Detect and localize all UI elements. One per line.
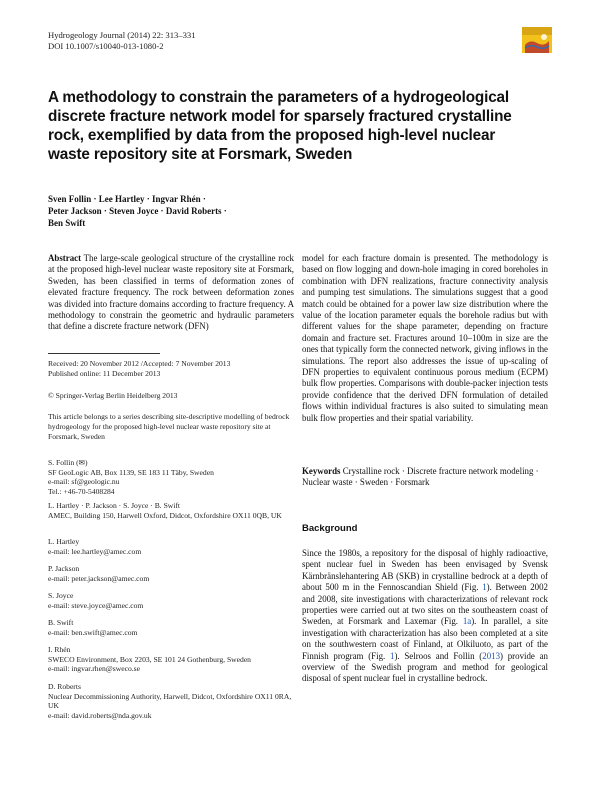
- author-line: Ben Swift: [48, 218, 86, 228]
- affiliation-line: e-mail: lee.hartley@amec.com: [48, 546, 142, 556]
- abstract-left: [48, 253, 294, 333]
- received-date: Received: 20 November 2012 /Accepted: 7 November 2013: [48, 359, 231, 368]
- divider: [48, 353, 160, 354]
- author-line: Sven Follin · Lee Hartley · Ingvar Rhén ·: [48, 194, 206, 204]
- affiliation-name: P. Jackson: [48, 564, 80, 573]
- abstract-right: model for each fracture domain is presented. The methodology is based on flow logging and down-hole imaging in cored boreholes in combination with DFN realizations, fracture connectivity analysis and pumping test simulations. The simulations suggest that a good match could be obtained for a power law size distribution where the value of the location parameter equals the borehole radius but with different values for the shape parameter, depending on fracture domain and fracture set. Fractures around 10–100m in size are the ones that typically form the connected network, giving inflows in the simulations. The report also addresses the issue of up-scaling of DFN properties to equivalent continuous porous medium (ECPM) bulk flow properties. Comparisons with double-packer injection tests provide confidence that the derived DFN formulation of detailed flows within individual fractures is also suited to simulating mean bulk flow properties and their spatial variability.: [302, 253, 548, 423]
- affiliation-follin: [48, 458, 296, 496]
- affiliation-line: SWECO Environment, Box 2203, SE 101 24 Gothenburg, Sweden: [48, 654, 251, 664]
- affiliation-line: AMEC, Building 150, Harwell Oxford, Didcot, Oxfordshire OX11 0QB, UK: [48, 510, 282, 520]
- author-line: Peter Jackson · Steven Joyce · David Roberts ·: [48, 206, 227, 216]
- affiliation-line: Tel.: +46-70-5408284: [48, 486, 115, 496]
- affiliation-name: I. Rhén: [48, 645, 71, 654]
- keywords-text: Crystalline rock · Discrete fracture network modeling · Nuclear waste · Sweden · Forsmark: [302, 466, 539, 488]
- affiliation-name: D. Roberts: [48, 682, 81, 691]
- affiliation-line: e-mail: peter.jackson@amec.com: [48, 573, 150, 583]
- background-paragraph: Since the 1980s, a repository for the disposal of highly radioactive, spent nuclear fuel in Sweden has been envisaged by Svensk Kärnbränslehantering AB (SKB) in crystalline bedrock at a depth of about 500 m in the Fennoscandian Shield (Fig. 1). Between 2002 and 2008, site investigations with characterizations of relevant rock properties were carried out at two sites on the southeastern coast of Sweden, at Forsmark and Laxemar (Fig. 1a). In parallel, a site investigation with characterization has also been completed at a site on the southwestern coast of Finland, at Olkiluoto, as part of the Finnish program (Fig. 1). Selroos and Follin (2013) provide an overview of the Swedish program and method for geological disposal of spent nuclear fuel in crystalline bedrock.: [302, 548, 548, 684]
- affiliation-name: L. Hartley · P. Jackson · S. Joyce · B. Swift: [48, 501, 181, 510]
- affiliation-hartley: [48, 537, 296, 556]
- affiliation-name: L. Hartley: [48, 537, 80, 546]
- affiliation-name: S. Follin (✉): [48, 458, 88, 467]
- author-list: [48, 193, 318, 229]
- abstract-text: The large-scale geological structure of the crystalline rock at the proposed high-level nuclear waste repository site at Forsmark, Sweden, has been classified in terms of deformation zones of elevated fracture frequency. The rock between deformation zones was divided into fracture domains according to fracture frequency. A methodology to constrain the geometric and hydraulic parameters that define a discrete fracture network (DFN): [48, 253, 294, 332]
- affiliation-swift: [48, 618, 296, 637]
- keywords-heading: Keywords: [302, 466, 341, 476]
- journal-header: [48, 30, 196, 52]
- affiliation-line: e-mail: ben.swift@amec.com: [48, 627, 138, 637]
- affiliation-line: e-mail: steve.joyce@amec.com: [48, 600, 144, 610]
- citation-link[interactable]: 2013: [482, 650, 501, 661]
- affiliation-name: S. Joyce: [48, 591, 74, 600]
- figure-ref-link[interactable]: 1: [390, 650, 395, 661]
- article-dates: [48, 359, 296, 379]
- section-heading-background: Background: [302, 523, 358, 534]
- abstract-heading: Abstract: [48, 253, 82, 263]
- affiliation-name: B. Swift: [48, 618, 74, 627]
- affiliation-jackson: [48, 564, 296, 583]
- series-note: This article belongs to a series describing site-descriptive modelling of bedrock hydrogeology for the proposed high-level nuclear waste repository site at Forsmark, Sweden: [48, 412, 290, 441]
- article-title: A methodology to constrain the parameters of a hydrogeological discrete fracture network model for sparsely fractured crystalline rock, exemplified by data from the proposed high-level nuclear waste repository site at Forsmark, Sweden: [48, 89, 512, 163]
- affiliation-rhen: [48, 645, 296, 674]
- affiliation-line: e-mail: ingvar.rhen@sweco.se: [48, 664, 140, 674]
- affiliation-roberts: [48, 682, 296, 720]
- figure-ref-link[interactable]: 1: [482, 582, 487, 593]
- journal-citation: Hydrogeology Journal (2014) 22: 313–331: [48, 30, 196, 40]
- affiliation-line: SF GeoLogic AB, Box 1139, SE 183 11 Täby, Sweden: [48, 467, 214, 477]
- affiliation-line: e-mail: sf@geologic.nu: [48, 477, 120, 487]
- affiliation-joyce: [48, 591, 296, 610]
- keywords: [302, 466, 548, 489]
- doi: DOI 10.1007/s10040-013-1080-2: [48, 41, 164, 51]
- published-date: Published online: 11 December 2013: [48, 369, 161, 378]
- iah-logo-icon: [522, 27, 552, 53]
- affiliation-amec: [48, 501, 296, 520]
- affiliation-line: Nuclear Decommissioning Authority, Harwell, Didcot, Oxfordshire OX11 0RA, UK: [48, 691, 292, 711]
- copyright: © Springer-Verlag Berlin Heidelberg 2013: [48, 391, 178, 400]
- figure-ref-link[interactable]: 1a: [462, 616, 472, 627]
- affiliation-line: e-mail: david.roberts@nda.gov.uk: [48, 710, 152, 720]
